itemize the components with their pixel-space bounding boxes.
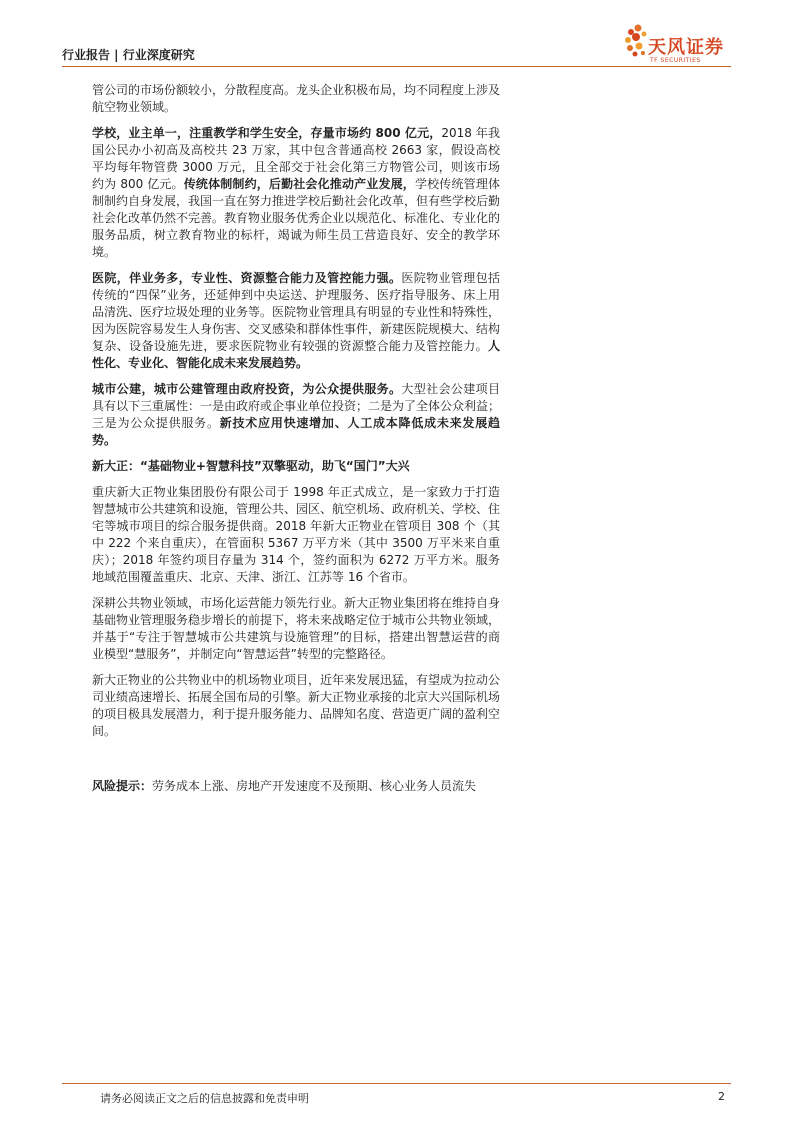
report-body: [92, 82, 500, 804]
header-rule: [62, 66, 731, 67]
paragraph-hospital: 医院，伴业务多，专业性、资源整合能力及管控能力强。医院物业管理包括传统的“四保”业务，还延伸到中央运送、护理服务、医疗指导服务、床上用品清洗、医疗垃圾处理的业务等。医院物业管理具有明显的专业性和特殊性，因为医院容易发生人身伤害、交叉感染和群体性事件，新建医院规模大、结构复杂、设备设施先进，要求医院物业有较强的资源整合能力及管控能力。人性化、专业化、智能化成未来发展趋势。: [92, 271, 501, 370]
footer-rule: [62, 1083, 731, 1084]
logo-subtitle: TF SECURITIES: [650, 57, 701, 64]
page-number: 2: [718, 1090, 725, 1103]
paragraph-public-building: 城市公建，城市公建管理由政府投资，为公众提供服务。大型社会公建项目具有以下三重属性：一是由政府或企事业单位投资；二是为了全体公众利益；三是为公众提供服务。新技术应用快速增加、人工成本降低成未来发展趋势。: [92, 382, 501, 447]
report-header: 行业报告 | 行业深度研究: [62, 48, 195, 62]
paragraph-public-property: 深耕公共物业领域，市场化运营能力领先行业。新大正物业集团将在维持自身基础物业管理服务稳步增长的前提下，将未来战略定位于城市公共物业领域，并基于“专注于智慧城市公共建筑与设施管理”的目标，搭建出智慧运营的商业模型“慧服务”，并制定向“智慧运营”转型的完整路径。: [92, 596, 501, 661]
section-title: 新大正：“基础物业+智慧科技”双擎驱动，助飞“国门”大兴: [92, 459, 410, 473]
paragraph-airport: 新大正物业的公共物业中的机场物业项目，近年来发展迅猛，有望成为拉动公司业绩高速增长、拓展全国布局的引擎。新大正物业承接的北京大兴国际机场的项目极具发展潜力，利于提升服务能力、品牌知名度、营造更广阔的盈利空间。: [92, 673, 501, 738]
paragraph-company-intro: 重庆新大正物业集团股份有限公司于 1998 年正式成立，是一家致力于打造智慧城市公共建筑和设施，管理公共、园区、航空机场、政府机关、学校、住宅等城市项目的综合服务提供商。2018 年新大正物业在管项目 308 个（其中 222 个来自重庆），在管面积 5367 万平方米（其中 3500 万平米来自重庆）；2018 年签约项目存量为 314 个，签约面积为 6272 万平方米。服务地域范围覆盖重庆、北京、天津、浙江、江苏等 16 个省市。: [92, 485, 501, 584]
logo-name: 天风证券: [648, 37, 724, 58]
paragraph-school: 学校，业主单一，注重教学和学生安全，存量市场约 800 亿元，2018 年我国公民办小初高及高校共 23 万家，其中包含普通高校 2663 家，假设高校平均每年物管费 3000 万元，且全部交于社会化第三方物管公司，则该市场约为 800 亿元。传统体制制约，后勤社会化推动产业发展，学校传统管理体制制约自身发展，我国一直在努力推进学校后勤社会化改革，但有些学校后勤社会化改革仍然不完善。教育物业服务优秀企业以规范化、标准化、专业化的服务品质，树立教育物业的标杆，竭诚为师生员工营造良好、安全的教学环境。: [92, 126, 501, 259]
paragraph-continued: 管公司的市场份额较小，分散程度高。龙头企业积极布局，均不同程度上涉及航空物业领域。: [92, 83, 501, 114]
risk-warning: 风险提示：劳务成本上涨、房地产开发速度不及预期、核心业务人员流失: [92, 779, 477, 793]
footer-disclaimer: 请务必阅读正文之后的信息披露和免责申明: [100, 1092, 309, 1105]
